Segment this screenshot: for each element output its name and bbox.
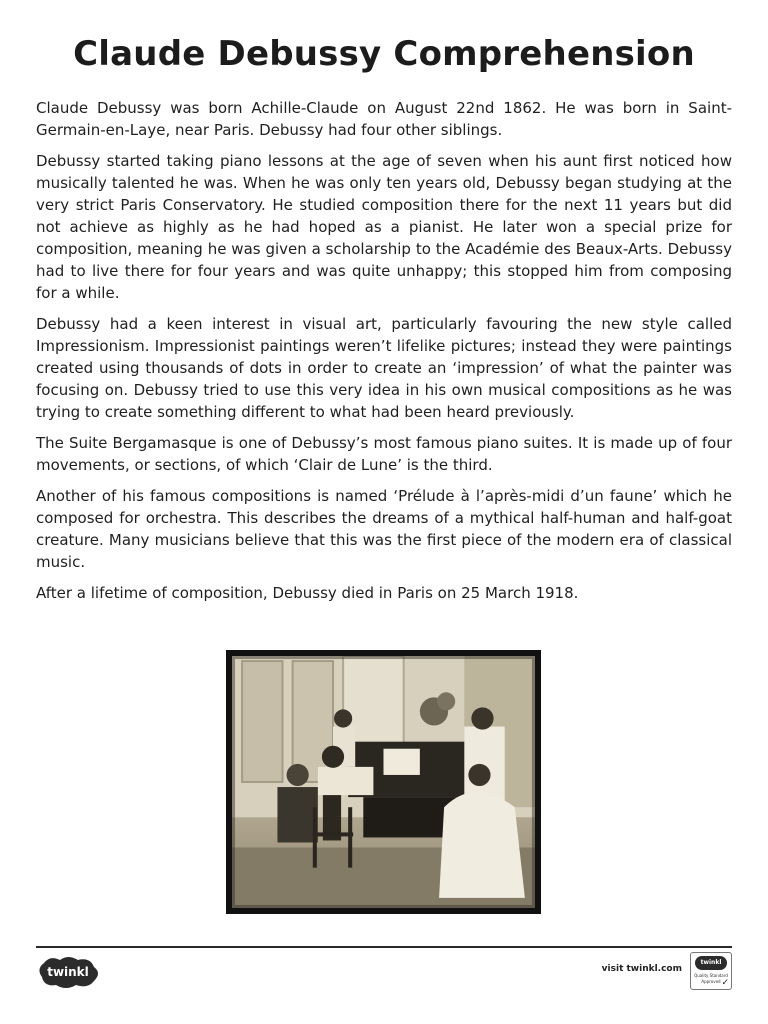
article-body <box>36 97 732 613</box>
paragraph-death: After a lifetime of composition, Debussy died in Paris on 25 March 1918. <box>36 584 579 602</box>
paragraph-birth: Claude Debussy was born Achille-Claude on August 22nd 1862. He was born in Saint-Germain-en-Laye, near Paris. Debussy had four other siblings. <box>36 99 732 139</box>
visit-link[interactable]: visit twinkl.com <box>601 964 682 974</box>
historical-photo <box>226 650 541 914</box>
badge-line-1: Quality Standard <box>694 973 728 978</box>
twinkl-logo[interactable] <box>36 955 100 989</box>
quality-standard-badge <box>690 952 732 990</box>
badge-logo-text: twinkl <box>695 956 727 970</box>
paragraph-suite-bergamasque: The Suite Bergamasque is one of Debussy’s most famous piano suites. It is made up of four movements, or sections, of which ‘Clair de Lune’ is the third. <box>36 434 732 474</box>
page-title: Claude Debussy Comprehension <box>73 34 695 74</box>
paragraph-impressionism: Debussy had a keen interest in visual art, particularly favouring the new style called Impressionism. Impressionist paintings weren’t lifelike pictures; instead they were paintings created using thousands of dots in order to create an ‘impression’ of what the painter was focusing on. Debussy tried to use this very idea in his own musical compositions as he was trying to create something different to what had been heard previously. <box>36 315 732 421</box>
logo-text: twinkl <box>47 965 89 979</box>
photo-illustration <box>232 656 535 908</box>
paragraph-education: Debussy started taking piano lessons at the age of seven when his aunt first noticed how musically talented he was. When he was only ten years old, Debussy began studying at the very strict Paris Conservatory. He studied composition there for the next 11 years but did not achieve as highly as he had hoped as a pianist. He later won a special prize for composition, meaning he was given a scholarship to the Académie des Beaux-Arts. Debussy had to live there for four years and was quite unhappy; this stopped him from composing for a while. <box>36 152 732 302</box>
paragraph-prelude: Another of his famous compositions is named ‘Prélude à l’après-midi d’un faune’ which he composed for orchestra. This describes the dreams of a mythical half-human and half-goat creature. Many musicians believe that this was the first piece of the modern era of classical music. <box>36 487 732 571</box>
photo-debussy-at-piano <box>232 656 535 908</box>
badge-line-2: Approved <box>701 979 721 984</box>
footer-divider <box>36 946 732 948</box>
check-icon: ✓ <box>721 978 729 988</box>
